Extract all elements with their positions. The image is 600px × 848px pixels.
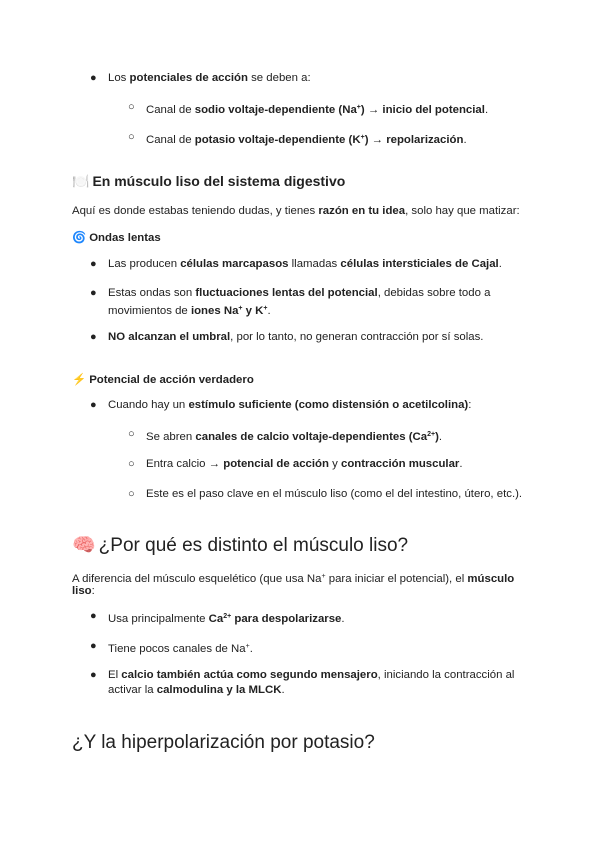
text: . [484,104,489,116]
bold-text: calcio también actúa como segundo mensajero [121,669,378,681]
superscript: + [321,573,326,580]
text: Canal de [146,134,195,146]
text: Tiene pocos canales de Na [108,643,246,655]
text-line [108,257,502,272]
bold-text: y K [242,305,264,317]
subsection-heading [72,372,254,386]
text: Este es el paso clave en el músculo liso (como el del intestino, útero, etc.). [146,488,523,500]
text: para iniciar el potencial), el [325,573,468,585]
text: Entra calcio → [146,458,224,470]
text: Las producen [108,258,181,270]
subsection-heading [72,230,161,244]
section-heading [72,173,345,190]
bold-text: NO alcanzan el umbral [108,331,231,343]
text-line [108,639,253,657]
text: . [438,431,443,443]
bold-text: contracción muscular [340,458,460,470]
text-line [146,427,442,445]
text: Estas ondas son [108,287,196,299]
section-heading [72,533,408,557]
bullet-circle: ○ [128,458,135,470]
text: : [468,399,472,411]
bold-text: liso [72,585,92,597]
bullet-circle: ○ [128,488,135,500]
lightning-icon: ⚡ [72,374,87,386]
bullet-circle: ○ [128,428,135,440]
text: . [281,684,285,696]
text: A diferencia del músculo esquelético (que usa Na [72,573,322,585]
text: Se abren [146,431,196,443]
bold-text: canales de calcio voltaje-dependientes (Ca [195,431,428,443]
text-line [72,584,95,599]
text: Aquí es donde estabas teniendo dudas, y tienes [72,205,319,217]
heading-text: Potencial de acción verdadero [89,374,254,386]
bold-text: potenciales de acción [129,72,248,84]
bullet-dot: ● [90,287,97,299]
bold-text: ) → repolarización [364,134,464,146]
bullet-dot: ● [90,669,97,681]
text: . [249,643,253,655]
bold-text: fluctuaciones lentas del potencial [195,287,378,299]
bullet-dot: ● [90,399,97,411]
text: Los [108,72,130,84]
text: Canal de [146,104,195,116]
text: , iniciando la contracción al [377,669,515,681]
heading-text: En músculo liso del sistema digestivo [92,173,346,189]
heading-text: ¿Por qué es distinto el músculo liso? [98,535,409,556]
text: . [267,305,271,317]
bold-text: sodio voltaje-dependiente (Na [194,104,357,116]
superscript: + [263,305,268,312]
text: . [498,258,502,270]
text: El [108,669,122,681]
bullet-circle: ○ [128,101,135,113]
text: , por lo tanto, no generan contracción por sí solas. [230,331,484,343]
bold-text: células marcapasos [180,258,289,270]
bold-text: Ca [208,613,224,625]
bold-text: músculo [467,573,515,585]
text: llamadas [288,258,341,270]
cyclone-icon: 🌀 [72,232,87,244]
text-line [146,487,522,502]
text: . [459,458,463,470]
text: . [341,613,345,625]
bullet-dot: ● [90,610,97,622]
text-line [108,668,514,683]
text: , debidas sobre todo a [377,287,491,299]
text: Usa principalmente [108,613,209,625]
bold-text: para despolarizarse [231,613,342,625]
text-line [72,204,520,219]
text-line [108,301,271,319]
bold-text: potencial de acción [223,458,329,470]
text-line [108,609,345,627]
bold-text: células intersticiales de Cajal [340,258,499,270]
bold-text: iones Na [190,305,239,317]
bullet-dot: ● [90,331,97,343]
text-line [108,71,311,86]
bullet-circle: ○ [128,131,135,143]
superscript: + [356,104,361,111]
text: : [91,585,95,597]
superscript: + [360,134,365,141]
bullet-dot: ● [90,640,97,652]
superscript: + [245,643,250,650]
text: , solo hay que matizar: [405,205,520,217]
text-line [108,330,483,345]
heading-text: Ondas lentas [89,232,161,244]
text-line [108,398,471,413]
text-line [108,683,285,698]
section-heading [72,732,375,754]
plate-icon: 🍽️ [72,173,90,189]
bullet-dot: ● [90,258,97,270]
text: se deben a: [247,72,311,84]
brain-icon: 🧠 [72,535,96,556]
superscript: 2+ [427,431,436,438]
text: movimientos de [108,305,191,317]
bold-text: ) [435,431,439,443]
text-line [146,457,463,472]
bold-text: calmodulina y la MLCK [156,684,282,696]
text: . [463,134,467,146]
bullet-dot: ● [90,72,97,84]
superscript: + [238,305,243,312]
bold-text: ) → inicio del potencial [360,104,485,116]
heading-text: ¿Y la hiperpolarización por potasio? [72,732,375,753]
text-line [108,286,490,301]
text-line [72,569,514,587]
bold-text: razón en tu idea [318,205,406,217]
text-line [146,130,467,148]
bold-text: potasio voltaje-dependiente (K [194,134,361,146]
text-line [146,100,488,118]
superscript: 2+ [223,613,232,620]
text: y [328,458,341,470]
bold-text: estímulo suficiente (como distensión o acetilcolina) [188,399,469,411]
text: Cuando hay un [108,399,189,411]
text: activar la [108,684,157,696]
